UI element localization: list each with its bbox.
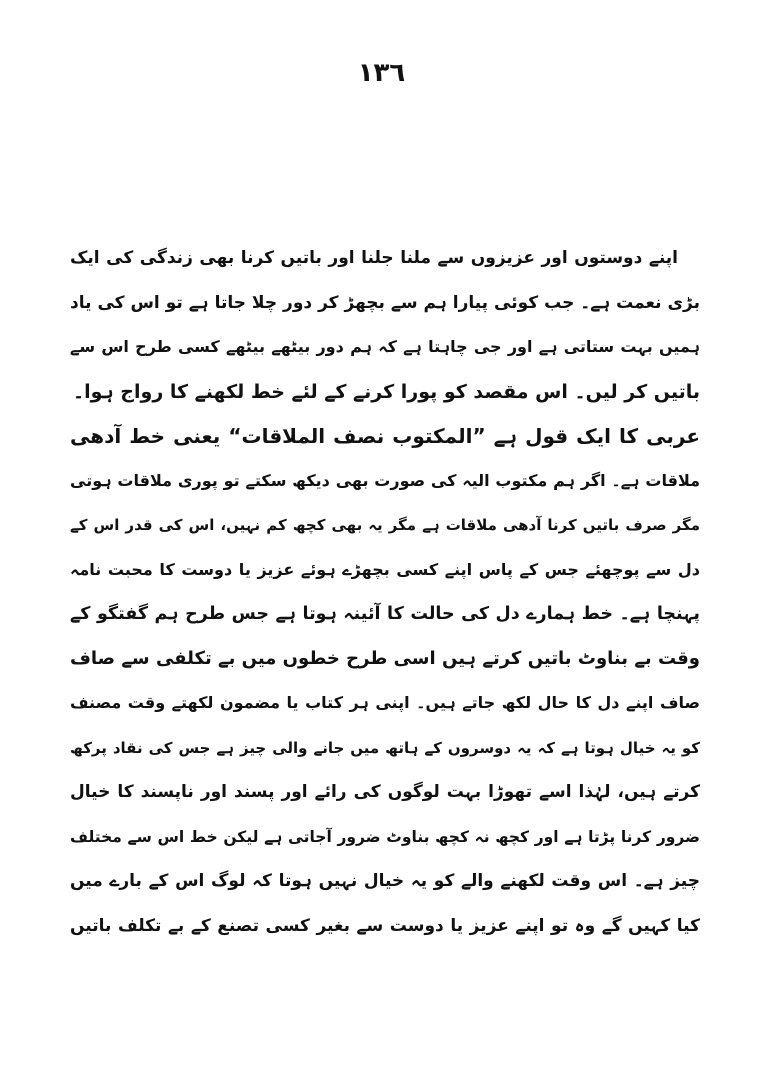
- text-line: صاف اپنے دل کا حال لکھ جاتے ہیں۔ اپنی ہر کتاب یا مضمون لکھتے وقت مصنف: [70, 693, 700, 712]
- text-line: کیا کہیں گے وہ تو اپنے عزیز یا دوست سے بغیر کسی تصنع کے بے تکلف باتیں: [70, 915, 700, 936]
- text-line: بڑی نعمت ہے۔ جب کوئی پیارا ہم سے بچھڑ کر دور چلا جاتا ہے تو اس کی یاد: [70, 292, 700, 313]
- text-line: باتیں کر لیں۔ اس مقصد کو پورا کرنے کے لئے خط لکھنے کا رواج ہوا۔: [73, 380, 700, 403]
- text-line: عربی کا ایک قول ہے ”المکتوب نصف الملاقات“ یعنی خط آدھی: [70, 424, 700, 448]
- text-line: مگر صرف باتیں کرنا آدھی ملاقات ہے مگر یہ بھی کچھ کم نہیں، اس کی قدر اس کے: [70, 516, 700, 534]
- text-line: ملاقات ہے۔ اگر ہم مکتوب الیہ کی صورت بھی دیکھ سکتے تو پوری ملاقات ہوتی: [70, 470, 700, 490]
- text-line: ضرور کرنا پڑتا ہے اور کچھ نہ کچھ بناوٹ ضرور آجاتی ہے لیکن خط اس سے مختلف: [70, 827, 700, 846]
- text-line: کو یہ خیال ہوتا ہے کہ یہ دوسروں کے ہاتھ میں جانے والی چیز ہے جس کی نقاد پرکھ: [70, 738, 700, 757]
- page-number: ١٣٦: [357, 58, 406, 88]
- text-line: دل سے پوچھئے جس کے پاس اپنے کسی بچھڑے ہوئے عزیز یا دوست کا محبت نامہ: [70, 559, 700, 579]
- text-line: اپنے دوستوں اور عزیزوں سے ملنا جلنا اور باتیں کرنا بھی زندگی کی ایک: [70, 248, 678, 268]
- text-line: پہنچا ہے۔ خط ہمارے دل کی حالت کا آئینہ ہوتا ہے جس طرح ہم گفتگو کے: [70, 604, 700, 624]
- text-line: ہمیں بہت ستاتی ہے اور جی چاہتا ہے کہ ہم دور بیٹھے بیٹھے کسی طرح اس سے: [70, 337, 700, 356]
- body-text: [70, 236, 700, 948]
- text-line: وقت بے بناوٹ باتیں کرتے ہیں اسی طرح خطوں میں بے تکلفی سے صاف: [70, 647, 700, 669]
- text-line: کرتے ہیں، لہٰذا اسے تھوڑا بہت لوگوں کی رائے اور پسند اور ناپسند کا خیال: [70, 782, 700, 802]
- text-line: چیز ہے۔ اس وقت لکھنے والے کو یہ خیال نہیں ہوتا کہ لوگ اس کے بارے میں: [70, 871, 700, 891]
